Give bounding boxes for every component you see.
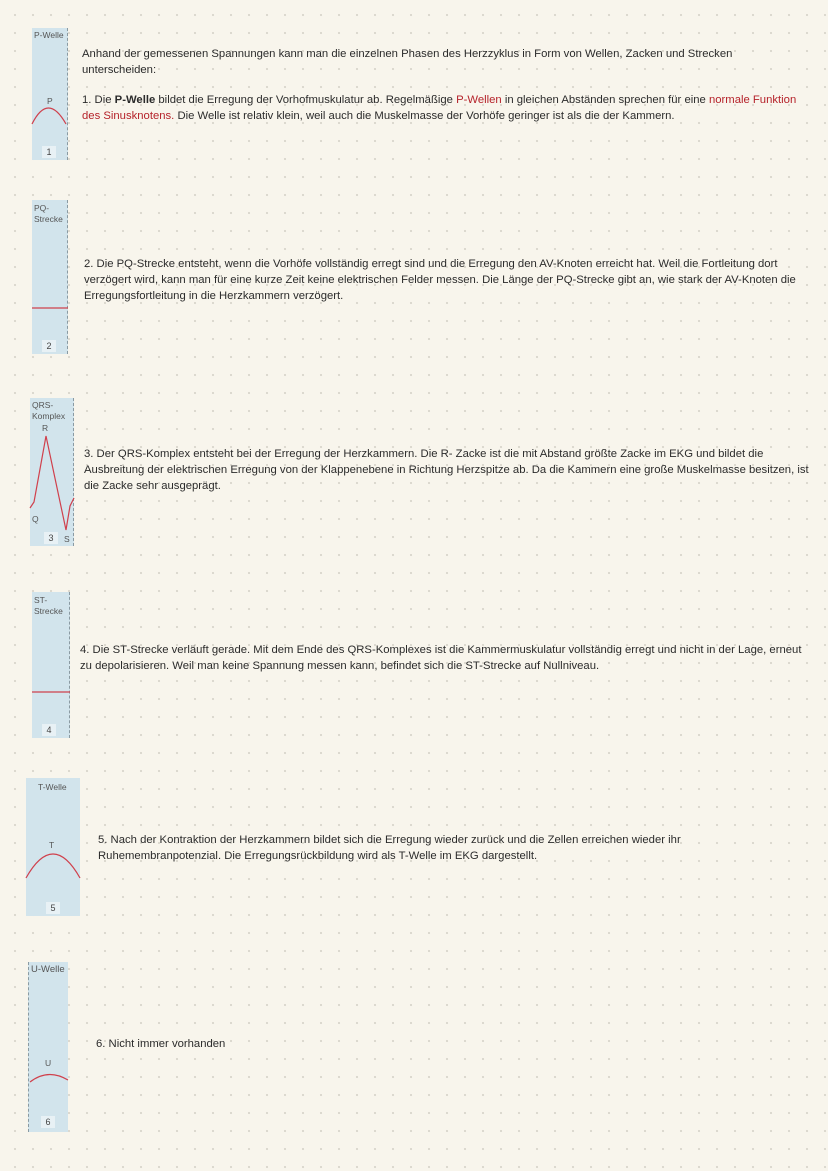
pq-segment-title-1: PQ-	[34, 203, 50, 213]
st-segment-title-2: Strecke	[34, 606, 63, 616]
section-6-paragraph: 6. Nicht immer vorhanden	[96, 1038, 226, 1050]
s1-part-a: 1. Die	[82, 94, 115, 106]
s1-p-wave-bold: P-Welle	[114, 94, 156, 106]
s1-part-g: Die Welle ist relativ klein, weil auch die Muskelmasse der Vorhöfe geringer ist als die der Kammern.	[174, 110, 675, 122]
panel-number-4: 4	[42, 724, 56, 736]
u-wave-curve	[28, 962, 68, 1132]
st-segment-panel	[32, 592, 70, 738]
pq-segment-line	[32, 200, 68, 354]
s1-part-c: bildet die Erregung der Vorhofmuskulatur ab. Regelmäßige	[155, 94, 457, 106]
st-segment-title-1: ST-	[34, 595, 48, 605]
st-segment-line	[32, 592, 70, 738]
panel-number-2: 2	[42, 340, 56, 352]
t-wave-panel	[26, 778, 80, 916]
t-wave-title: T-Welle	[38, 782, 67, 792]
pq-segment-title-2: Strecke	[34, 214, 63, 224]
p-wave-label: P	[47, 96, 53, 106]
intro-paragraph: Anhand der gemessenen Spannungen kann man die einzelnen Phasen des Herzzyklus in Form von Wellen, Zacken und Strecken unterscheiden:	[82, 48, 733, 76]
section-1-paragraph	[82, 92, 810, 124]
qrs-s-label: S	[64, 534, 70, 544]
p-wave-curve	[32, 28, 68, 160]
panel-number-6: 6	[41, 1116, 55, 1128]
qrs-title-2: Komplex	[32, 411, 66, 421]
qrs-q-label: Q	[32, 514, 39, 524]
qrs-complex-panel	[30, 398, 74, 546]
section-2-paragraph: 2. Die PQ-Strecke entsteht, wenn die Vorhöfe vollständig erregt sind und die Erregung den AV-Knoten erreicht hat. Weil die Fortleitung dort verzögert wird, kann man für eine kurze Zeit keine elektrischen Felder messen. Die Länge der PQ-Strecke gibt an, wie stark der AV-Knoten die Erregungsfortleitung in die Herzkammern verzögert.	[84, 258, 796, 302]
u-wave-title: U-Welle	[31, 964, 65, 975]
s1-part-e: in gleichen Abständen sprechen für eine	[501, 94, 709, 106]
qrs-r-label: R	[42, 423, 49, 433]
u-wave-label: U	[45, 1058, 52, 1068]
section-2-text	[84, 256, 824, 304]
p-wave-panel	[32, 28, 68, 160]
section-3-paragraph: 3. Der QRS-Komplex entsteht bei der Erregung der Herzkammern. Die R- Zacke ist die mit Abstand größte Zacke im EKG und bildet die Ausbreitung der elektrischen Erregung von der Klappenebene in Richtung Herzspitze ab. Da die Kammern eine große Muskelmasse besitzen, ist die Zacke sehr ausgeprägt.	[84, 448, 809, 492]
section-3-text	[84, 446, 814, 494]
u-wave-panel	[28, 962, 68, 1132]
section-1-text	[82, 92, 810, 124]
section-5-paragraph: 5. Nach der Kontraktion der Herzkammern bildet sich die Erregung wieder zurück und die Zellen erreichen wieder ihr Ruhemembranpotenzial. Die Erregungsrückbildung wird als T-Welle im EKG dargestellt.	[98, 834, 681, 862]
s1-sinus-highlight: normale Funktion des Sinusknotens.	[82, 94, 797, 122]
p-wave-title: P-Welle	[34, 30, 64, 40]
s1-p-waves-highlight: P-Wellen	[456, 94, 502, 106]
t-wave-label: T	[49, 840, 55, 850]
pq-segment-panel	[32, 200, 68, 354]
qrs-title-1: QRS-	[32, 400, 54, 410]
section-4-text	[80, 642, 815, 674]
panel-number-1: 1	[42, 146, 56, 158]
panel-number-5: 5	[46, 902, 60, 914]
section-5-text	[98, 832, 788, 864]
intro-text	[82, 46, 802, 78]
section-4-paragraph: 4. Die ST-Strecke verläuft gerade. Mit dem Ende des QRS-Komplexes ist die Kammermuskulatur vollständig erregt und nicht in der Lage, erneut zu depolarisieren. Weil man keine Spannung messen kann, befindet sich die ST-Strecke auf Nullniveau.	[80, 644, 802, 672]
section-6-text	[96, 1036, 496, 1052]
panel-number-3: 3	[44, 532, 58, 544]
